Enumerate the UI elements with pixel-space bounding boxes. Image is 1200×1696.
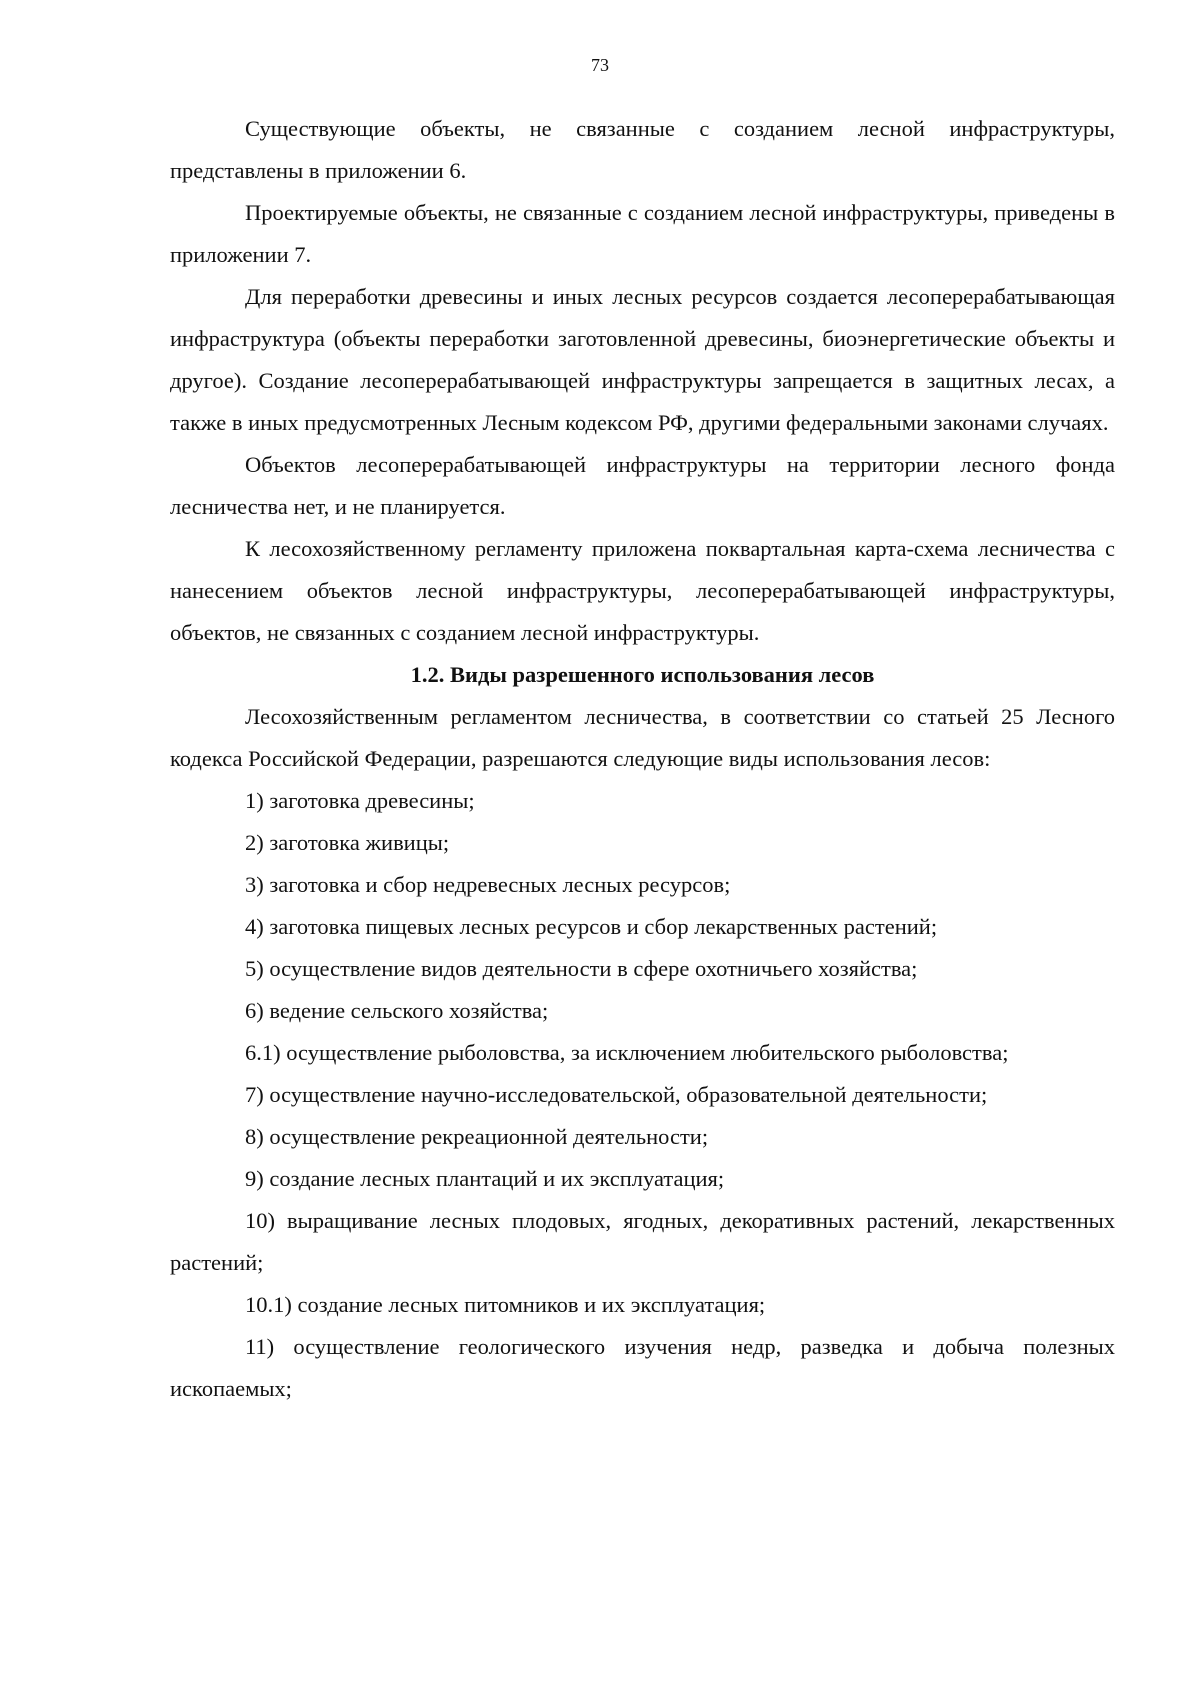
list-item: 10) выращивание лесных плодовых, ягодных, декоративных растений, лекарственных растений; [170,1208,1115,1275]
list-item: 8) осуществление рекреационной деятельности; [245,1124,709,1149]
list-item: 6) ведение сельского хозяйства; [245,998,549,1023]
list-item: 3) заготовка и сбор недревесных лесных ресурсов; [245,872,731,897]
paragraph-map-scheme: К лесохозяйственному регламенту приложена поквартальная карта-схема лесничества с нанесением объектов лесной инфраструктуры, лесоперерабатывающей инфраструктуры, объектов, не связанных с созданием лесной инфраструктуры. [170,536,1115,645]
paragraph-planned-objects: Проектируемые объекты, не связанные с созданием лесной инфраструктуры, приведены в приложении 7. [170,200,1115,267]
list-item: 11) осуществление геологического изучения недр, разведка и добыча полезных ископаемых; [170,1334,1115,1401]
list-item: 9) создание лесных плантаций и их эксплуатация; [245,1166,725,1191]
list-item: 4) заготовка пищевых лесных ресурсов и сбор лекарственных растений; [245,914,938,939]
list-item: 5) осуществление видов деятельности в сфере охотничьего хозяйства; [245,956,918,981]
list-item: 10.1) создание лесных питомников и их эксплуатация; [245,1292,766,1317]
paragraph-permitted-uses-intro: Лесохозяйственным регламентом лесничества, в соответствии со статьей 25 Лесного кодекса Российской Федерации, разрешаются следующие виды использования лесов: [170,704,1115,771]
section-heading: 1.2. Виды разрешенного использования лесов [410,662,875,687]
list-item: 1) заготовка древесины; [245,788,475,813]
page-number: 73 [591,55,609,75]
paragraph-existing-objects: Существующие объекты, не связанные с созданием лесной инфраструктуры, представлены в приложении 6. [170,116,1115,183]
page-content [170,108,1115,1410]
paragraph-no-processing-objects: Объектов лесоперерабатывающей инфраструктуры на территории лесного фонда лесничества нет, и не планируется. [170,452,1115,519]
paragraph-processing-infrastructure: Для переработки древесины и иных лесных ресурсов создается лесоперерабатывающая инфраструктура (объекты переработки заготовленной древесины, биоэнергетические объекты и другое). Создание лесоперерабатывающей инфраструктуры запрещается в защитных лесах, а также в иных предусмотренных Лесным кодексом РФ, другими федеральными законами случаях. [170,284,1115,435]
list-item: 2) заготовка живицы; [245,830,450,855]
list-item: 7) осуществление научно-исследовательской, образовательной деятельности; [245,1082,988,1107]
list-item: 6.1) осуществление рыболовства, за исключением любительского рыболовства; [245,1040,1009,1065]
